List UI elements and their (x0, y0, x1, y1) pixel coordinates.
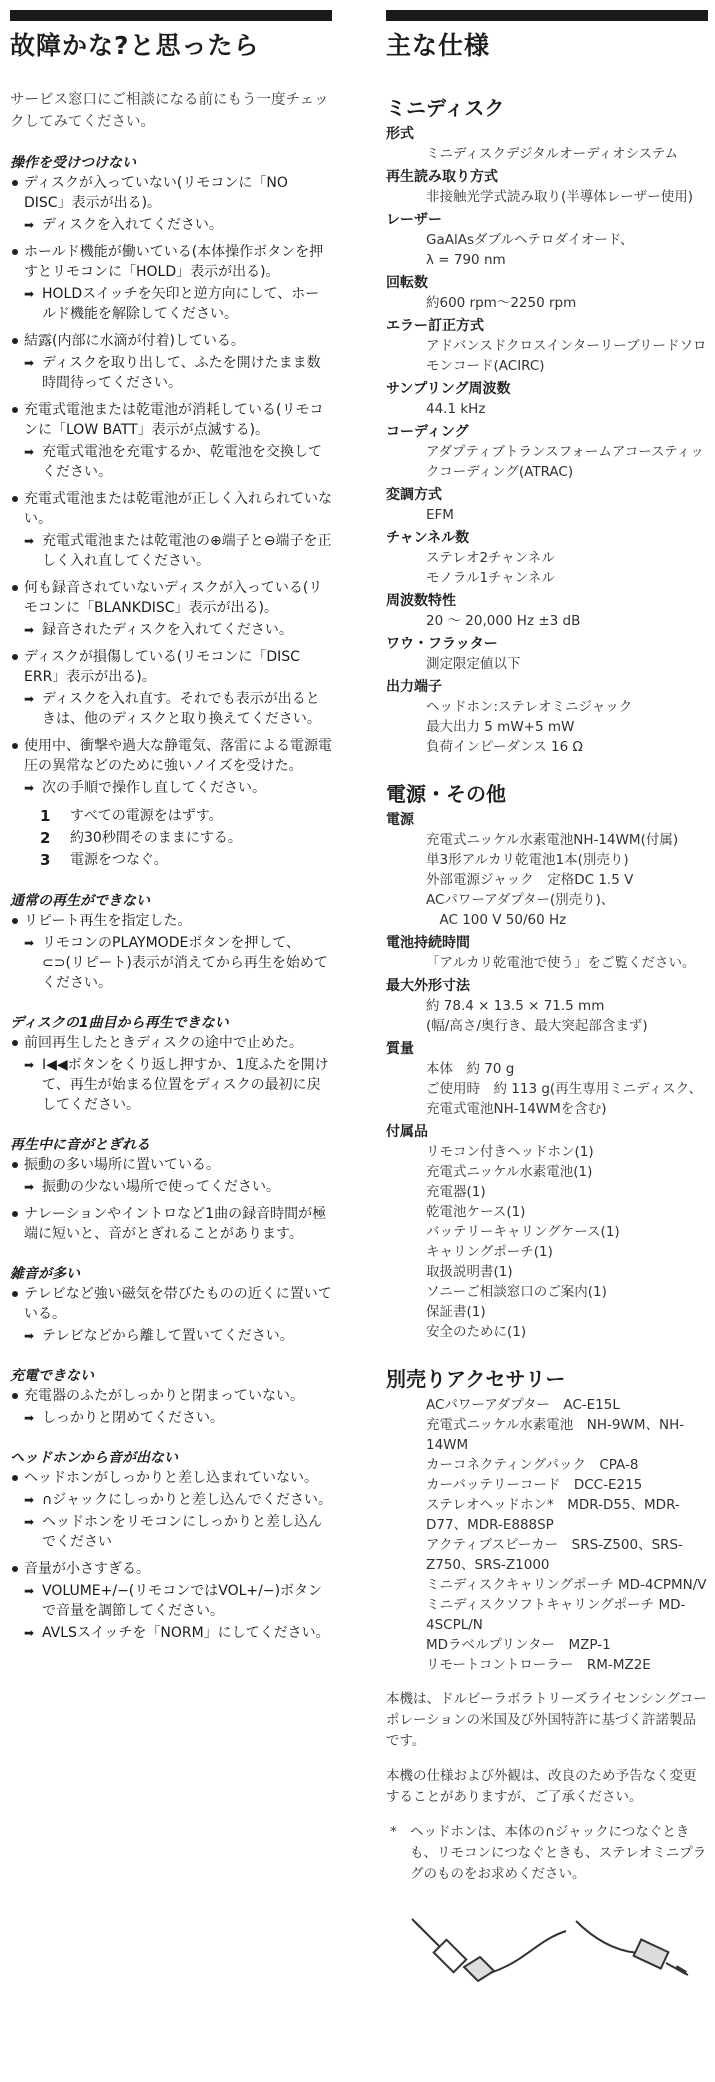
symptom-text: 充電式電池または乾電池が消耗している(リモコンに「LOW BATT」表示が点滅する)。 (24, 402, 324, 438)
footnote-mark: * (390, 1824, 397, 1840)
remedy-item (10, 1581, 332, 1621)
trouble-heading: 通常の再生ができない (10, 893, 150, 909)
spec-value: 負荷インピーダンス 16 Ω (426, 739, 583, 755)
spec-section-heading: ミニディスク (386, 96, 505, 120)
spec-entry (386, 486, 708, 525)
spec-entry (386, 380, 708, 419)
symptom-text: ディスクが損傷している(リモコンに「DISC ERR」表示が出る)。 (24, 649, 300, 685)
symptom-item (10, 1559, 332, 1643)
symptom-item (10, 173, 332, 235)
specifications-column (386, 10, 708, 1991)
straight-plug-icon (576, 1921, 688, 1975)
symptom-item (10, 400, 332, 482)
remedy-text: しっかりと閉めてください。 (42, 1410, 224, 1426)
bullet-icon (12, 338, 18, 344)
remedy-text: AVLSスイッチを「NORM」にしてください。 (42, 1625, 330, 1641)
arrow-icon: ➡ (24, 1329, 35, 1343)
remedy-item (10, 1326, 332, 1346)
bullet-icon (12, 1040, 18, 1046)
spec-entry (386, 977, 708, 1036)
bullet-icon (12, 180, 18, 186)
spec-entry (386, 274, 708, 313)
symptom-item (10, 1033, 332, 1115)
spec-value: 保証書(1) (426, 1304, 486, 1320)
remedy-text: 充電式電池を充電するか、乾電池を交換してください。 (42, 444, 322, 480)
trouble-group (10, 1135, 332, 1244)
symptom-text: 使用中、衝撃や過大な静電気、落雷による電源電圧の異常などのために強いノイズを受けた。 (24, 738, 332, 774)
bullet-icon (12, 496, 18, 502)
step-text: 電源をつなぐ。 (70, 852, 168, 868)
spec-label: 質量 (386, 1041, 414, 1057)
trouble-group (10, 1264, 332, 1346)
spec-value: 乾電池ケース(1) (426, 1204, 526, 1220)
spec-value: カーバッテリーコード DCC-E215 (426, 1477, 643, 1493)
spec-value: アドバンスドクロスインターリーブリードソロモンコード(ACIRC) (426, 338, 707, 374)
arrow-icon: ➡ (24, 218, 35, 232)
spec-value: 外部電源ジャック 定格DC 1.5 V (426, 872, 634, 888)
spec-value: 本体 約 70 g (426, 1061, 515, 1077)
spec-label: 電池持続時間 (386, 935, 470, 951)
spec-entry (386, 1395, 708, 1675)
spec-value: 充電式ニッケル水素電池 NH-9WM、NH-14WM (426, 1417, 685, 1453)
symptom-text: テレビなど強い磁気を帯びたものの近くに置いている。 (24, 1286, 332, 1322)
remedy-item (10, 689, 332, 729)
symptom-item (10, 1468, 332, 1552)
spec-entry (386, 125, 708, 164)
trouble-group (10, 153, 332, 871)
spec-value: 44.1 kHz (426, 401, 486, 417)
spec-entry (386, 211, 708, 270)
remedy-item (10, 1177, 332, 1197)
symptom-item (10, 1204, 332, 1244)
remedy-item (10, 1512, 332, 1552)
remedy-text: リモコンのPLAYMODEボタンを押して、⊂⊃(リピート)表示が消えてから再生を始めてください。 (42, 935, 328, 991)
trouble-heading: 操作を受けつけない (10, 155, 136, 171)
symptom-text: 何も録音されていないディスクが入っている(リモコンに「BLANKDISC」表示が出る)。 (24, 580, 323, 616)
spec-entry (386, 1123, 708, 1342)
remedy-text: ヘッドホンをリモコンにしっかりと差し込んでください (42, 1514, 322, 1550)
symptom-text: 振動の多い場所に置いている。 (24, 1157, 220, 1173)
step-row (40, 827, 332, 849)
remedy-item (10, 531, 332, 571)
symptom-text: ディスクが入っていない(リモコンに「NO DISC」表示が出る)。 (24, 175, 288, 211)
arrow-icon: ➡ (24, 1584, 35, 1598)
arrow-icon: ➡ (24, 692, 35, 706)
spec-value: リモコン付きヘッドホン(1) (426, 1144, 594, 1160)
spec-value: アクティブスピーカー SRS-Z500、SRS-Z750、SRS-Z1000 (426, 1537, 683, 1573)
remedy-item (10, 215, 332, 235)
symptom-text: 充電器のふたがしっかりと閉まっていない。 (24, 1388, 304, 1404)
specification-sections (386, 95, 708, 1675)
spec-value: キャリングポーチ(1) (426, 1244, 553, 1260)
spec-value: 最大出力 5 mW+5 mW (426, 719, 575, 735)
arrow-icon: ➡ (24, 1058, 35, 1072)
spec-value: λ = 790 nm (426, 252, 506, 268)
spec-entry (386, 317, 708, 376)
symptom-text: ホールド機能が働いている(本体操作ボタンを押すとリモコンに「HOLD」表示が出る)。 (24, 244, 324, 280)
spec-label: 電源 (386, 812, 414, 828)
spec-label: 変調方式 (386, 487, 442, 503)
arrow-icon: ➡ (24, 1180, 35, 1194)
arrow-icon: ➡ (24, 623, 35, 637)
remedy-item (10, 442, 332, 482)
stereo-mini-plug-illustration (386, 1901, 708, 1991)
trouble-heading: ディスクの1曲目から再生できない (10, 1015, 229, 1031)
symptom-item (10, 331, 332, 393)
symptom-text: ヘッドホンがしっかりと差し込まれていない。 (24, 1470, 318, 1486)
bullet-icon (12, 1291, 18, 1297)
remedy-text: ∩ジャックにしっかりと差し込んでください。 (42, 1492, 332, 1508)
spec-entry (386, 592, 708, 631)
remedy-item (10, 778, 332, 798)
troubleshooting-groups (10, 153, 332, 1643)
angled-plug-icon (412, 1919, 566, 1981)
symptom-item (10, 1284, 332, 1346)
spec-value: ACパワーアダプター(別売り)、 (426, 892, 615, 908)
spec-value: AC 100 V 50/60 Hz (426, 912, 567, 928)
remedy-text: I◀◀ボタンをくり返し押すか、1度ふたを開けて、再生が始まる位置をディスクの最初に戻してください。 (42, 1057, 329, 1113)
spec-section-heading: 別売りアクセサリー (386, 1367, 566, 1391)
arrow-icon: ➡ (24, 287, 35, 301)
spec-entry (386, 1040, 708, 1119)
spec-value: ソニーご相談窓口のご案内(1) (426, 1284, 607, 1300)
arrow-icon: ➡ (24, 781, 35, 795)
spec-value: バッテリーキャリングケース(1) (426, 1224, 620, 1240)
spec-value: 20 〜 20,000 Hz ±3 dB (426, 613, 581, 629)
spec-entry (386, 423, 708, 482)
spec-value: カーコネクティングパック CPA-8 (426, 1457, 639, 1473)
spec-value: ACパワーアダプター AC-E15L (426, 1397, 620, 1413)
symptom-text: 前回再生したときディスクの途中で止めた。 (24, 1035, 303, 1051)
spec-entry (386, 811, 708, 930)
trouble-heading: 充電できない (10, 1368, 94, 1384)
spec-label: 形式 (386, 126, 414, 142)
spec-entry (386, 529, 708, 588)
bullet-icon (12, 585, 18, 591)
remedy-item (10, 620, 332, 640)
spec-value: 非接触光学式読み取り(半導体レーザー使用) (426, 189, 694, 205)
right-top-rule (386, 10, 708, 21)
bullet-icon (12, 1475, 18, 1481)
spec-label: 周波数特性 (386, 593, 456, 609)
spec-value: (幅/高さ/奥行き、最大突起部含まず) (426, 1018, 648, 1034)
bullet-icon (12, 1162, 18, 1168)
step-text: 約30秒間そのままにする。 (70, 830, 242, 846)
spec-entry (386, 678, 708, 757)
spec-label: コーディング (386, 424, 469, 440)
trouble-group (10, 891, 332, 993)
specifications-title: 主な仕様 (386, 31, 491, 60)
trouble-heading: 再生中に音がとぎれる (10, 1137, 150, 1153)
spec-section-heading: 電源・その他 (386, 782, 506, 806)
trouble-heading: ヘッドホンから音が出ない (10, 1450, 178, 1466)
spec-value: ヘッドホン:ステレオミニジャック (426, 699, 633, 715)
remedy-item (10, 353, 332, 393)
left-top-rule (10, 10, 332, 21)
troubleshooting-column (10, 10, 332, 1650)
spec-label: レーザー (386, 212, 442, 228)
spec-value: ミニディスクキャリングポーチ MD-4CPMN/V (426, 1577, 707, 1593)
symptom-item (10, 1155, 332, 1197)
symptom-text: ナレーションやイントロなど1曲の録音時間が極端に短いと、音がとぎれることがあります。 (24, 1206, 327, 1242)
remedy-text: テレビなどから離して置いてください。 (42, 1328, 294, 1344)
step-row (40, 849, 332, 871)
bullet-icon (12, 1566, 18, 1572)
arrow-icon: ➡ (24, 445, 35, 459)
remedy-item (10, 1623, 332, 1643)
symptom-item (10, 1386, 332, 1428)
spec-label: 付属品 (386, 1124, 428, 1140)
bullet-icon (12, 1393, 18, 1399)
step-number: 1 (40, 807, 51, 825)
spec-value: MDラベルプリンター MZP-1 (426, 1637, 611, 1653)
spec-value: ご使用時 約 113 g(再生専用ミニディスク、充電式電池NH-14WMを含む) (426, 1081, 703, 1117)
remedy-text: ディスクを入れてください。 (42, 217, 223, 233)
footnote-text: ヘッドホンは、本体の∩ジャックにつなぐときも、リモコンにつなぐときも、ステレオミニプラグのものをお求めください。 (410, 1824, 707, 1882)
spec-note: 本機は、ドルビーラボラトリーズライセンシングコーポレーションの米国及び外国特許に基づく許諾製品です。 (386, 1691, 707, 1749)
spec-value: 「アルカリ乾電池で使う」をご覧ください。 (426, 955, 696, 971)
arrow-icon: ➡ (24, 356, 35, 370)
spec-note: 本機の仕様および外観は、改良のため予告なく変更することがありますが、ご了承ください。 (386, 1768, 697, 1805)
headphone-footnote (386, 1822, 708, 1885)
spec-value: 充電式ニッケル水素電池NH-14WM(付属) (426, 832, 679, 848)
spec-value: アダプティブトランスフォームアコースティックコーディング(ATRAC) (426, 444, 704, 480)
bullet-icon (12, 654, 18, 660)
step-number: 3 (40, 851, 51, 869)
spec-entry (386, 635, 708, 674)
bullet-icon (12, 918, 18, 924)
remedy-text: HOLDスイッチを矢印と逆方向にして、ホールド機能を解除してください。 (42, 286, 320, 322)
spec-label: ワウ・フラッター (386, 636, 498, 652)
spec-label: エラー訂正方式 (386, 318, 484, 334)
specification-notes (386, 1689, 708, 1808)
symptom-item (10, 647, 332, 729)
bullet-icon (12, 743, 18, 749)
spec-value: リモートコントローラー RM-MZ2E (426, 1657, 651, 1673)
spec-value: ミニディスクデジタルオーディオシステム (426, 146, 679, 162)
bullet-icon (12, 1211, 18, 1217)
remedy-text: ディスクを入れ直す。それでも表示が出るときは、他のディスクと取り換えてください。 (42, 691, 321, 727)
bullet-icon (12, 407, 18, 413)
reset-steps (40, 805, 332, 871)
troubleshooting-title: 故障かな?と思ったら (10, 31, 260, 60)
remedy-text: 振動の少ない場所で使ってください。 (42, 1179, 280, 1195)
arrow-icon: ➡ (24, 534, 35, 548)
remedy-text: 次の手順で操作し直してください。 (42, 780, 266, 796)
remedy-text: 録音されたディスクを入れてください。 (42, 622, 293, 638)
remedy-text: ディスクを取り出して、ふたを開けたまま数時間待ってください。 (42, 355, 321, 391)
remedy-text: 充電式電池または乾電池の⊕端子と⊖端子を正しく入れ直してください。 (42, 533, 332, 569)
symptom-text: 充電式電池または乾電池が正しく入れられていない。 (24, 491, 332, 527)
symptom-text: リピート再生を指定した。 (24, 913, 192, 929)
arrow-icon: ➡ (24, 1626, 35, 1640)
arrow-icon: ➡ (24, 1411, 35, 1425)
spec-label: チャンネル数 (386, 530, 470, 546)
spec-value: GaAlAsダブルヘテロダイオード、 (426, 232, 634, 248)
symptom-item (10, 242, 332, 324)
symptom-item (10, 911, 332, 993)
spec-value: ミニディスクソフトキャリングポーチ MD-4SCPL/N (426, 1597, 686, 1633)
spec-label: 最大外形寸法 (386, 978, 470, 994)
spec-value: ステレオ2チャンネル (426, 550, 555, 566)
spec-value: EFM (426, 507, 454, 523)
arrow-icon: ➡ (24, 1515, 35, 1529)
spec-value: 取扱説明書(1) (426, 1264, 513, 1280)
symptom-item (10, 736, 332, 798)
spec-value: 約600 rpm〜2250 rpm (426, 295, 577, 311)
arrow-icon: ➡ (24, 936, 35, 950)
remedy-item (10, 1055, 332, 1115)
spec-value: モノラル1チャンネル (426, 570, 555, 586)
step-number: 2 (40, 829, 51, 847)
spec-value: 充電式ニッケル水素電池(1) (426, 1164, 593, 1180)
spec-label: 回転数 (386, 275, 428, 291)
spec-entry (386, 934, 708, 973)
remedy-item (10, 284, 332, 324)
spec-value: 単3形アルカリ乾電池1本(別売り) (426, 852, 629, 868)
arrow-icon: ➡ (24, 1493, 35, 1507)
remedy-item (10, 1490, 332, 1510)
step-row (40, 805, 332, 827)
spec-value: 充電器(1) (426, 1184, 486, 1200)
symptom-text: 結露(内部に水滴が付着)している。 (24, 333, 245, 349)
spec-value: 安全のために(1) (426, 1324, 527, 1340)
spec-label: サンプリング周波数 (386, 381, 511, 397)
spec-value: 測定限定値以下 (426, 656, 521, 672)
trouble-group (10, 1013, 332, 1115)
remedy-item (10, 933, 332, 993)
spec-label: 再生読み取り方式 (386, 169, 498, 185)
step-text: すべての電源をはずす。 (70, 808, 223, 824)
trouble-heading: 雑音が多い (10, 1266, 80, 1282)
remedy-item (10, 1408, 332, 1428)
symptom-item (10, 489, 332, 571)
trouble-group (10, 1366, 332, 1428)
troubleshooting-intro: サービス窓口にご相談になる前にもう一度チェックしてみてください。 (10, 92, 329, 130)
spec-label: 出力端子 (386, 679, 442, 695)
symptom-text: 音量が小さすぎる。 (24, 1561, 150, 1577)
trouble-group (10, 1448, 332, 1643)
bullet-icon (12, 249, 18, 255)
remedy-text: VOLUME+/−(リモコンではVOL+/−)ボタンで音量を調節してください。 (42, 1583, 323, 1619)
spec-entry (386, 168, 708, 207)
spec-value: 約 78.4 × 13.5 × 71.5 mm (426, 998, 605, 1014)
spec-value: ステレオヘッドホン* MDR-D55、MDR-D77、MDR-E888SP (426, 1497, 680, 1533)
symptom-item (10, 578, 332, 640)
